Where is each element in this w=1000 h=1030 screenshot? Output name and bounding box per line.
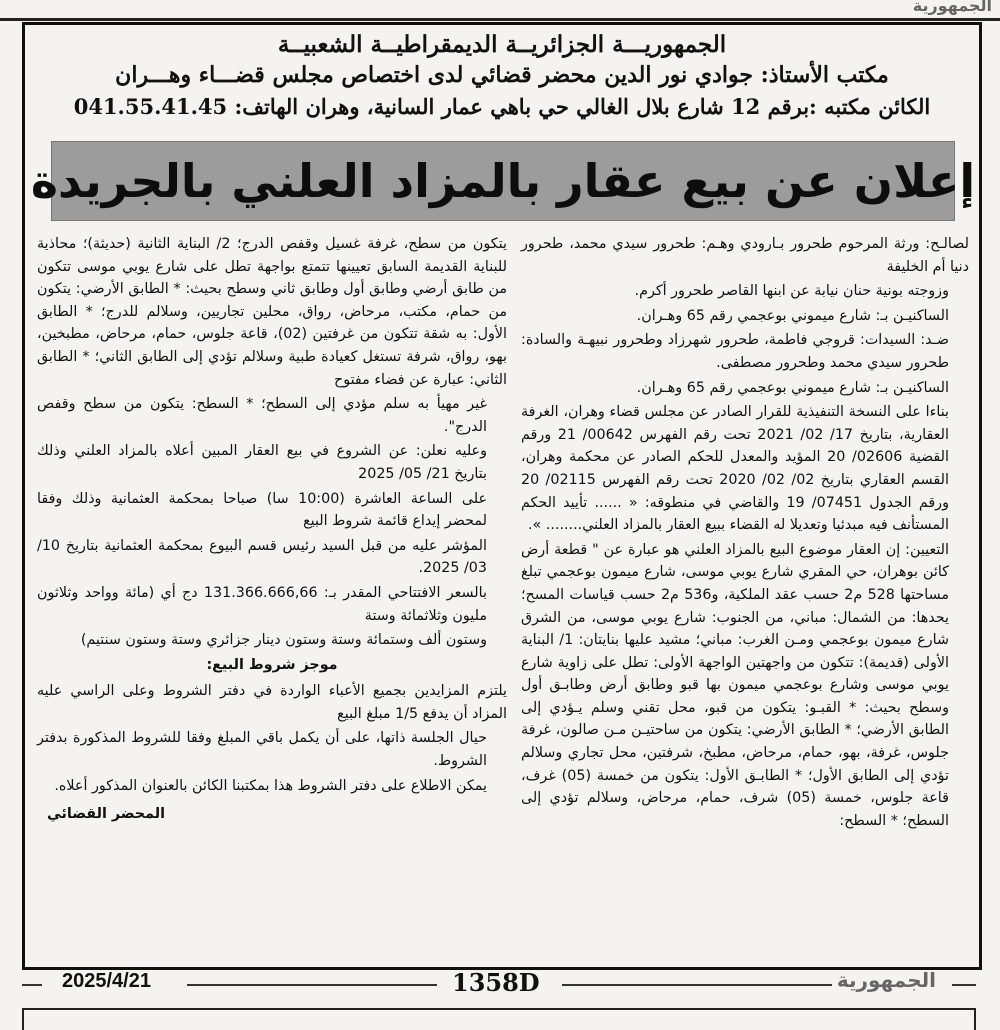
paragraph: الساكنيـن بـ: شارع ميموني بوعجمي رقم 65 وهـران. xyxy=(636,307,949,324)
next-article-border xyxy=(22,1008,976,1030)
paragraph: وستون ألف وستمائة وستة وستون دينار جزائري وستة وستون سنتيم) xyxy=(80,632,487,649)
paragraph: المؤشر عليه من قبل السيد رئيس قسم البيوع بمحكمة العثمانية بتاريخ 10/ 03/ 2025. xyxy=(37,537,487,577)
paragraph: وعليه نعلن: عن الشروع في بيع العقار المبين أعلاه بالمزاد العلني وذلك بتاريخ 21/ 05/ 2025 xyxy=(37,443,487,482)
signature: المحضر القضائي xyxy=(47,806,165,823)
footer-brand: الجمهورية xyxy=(836,968,936,992)
paragraph: الساكنيـن بـ: شارع ميموني بوعجمي رقم 65 وهـران. xyxy=(636,379,949,396)
paragraph: على الساعة العاشرة (10:00 سا) صباحا بمحكمة العثمانية وذلك وفقا لمحضر إيداع قائمة شروط البيع xyxy=(37,490,488,530)
paragraph: غير مهيأ به سلم مؤدي إلى السطح؛ * السطح: يتكون من سطح وقفص الدرج". xyxy=(37,396,487,435)
paragraph: يتكون من سطح، غرفة غسيل وقفص الدرج؛ 2/ البناية الثانية (حديثة)؛ محاذية للبناية القديمة السابق تعيينها تتمتع بواجهة تطل على شارع يوبي موسى تتكون من طابق أرضي وطابق أول وطابق ثاني وسطح بحيث: * الطابق الأرضي: يتكون من حمام، مكتب، مرحاض، رواق، محلين تجاريين، وسلالم للدرج؛ * الطابق الأول: به شقة تتكون من غرفتين (02)، قاعة جلوس، حمام، مرحاض، مطبخين، بهو، رواق، شرفة تستغل كعيادة طبية وسلالم تؤدي إلى الطابق الثاني؛ * الطابق الثاني: عبارة عن فضاء مفتوح xyxy=(37,236,507,388)
right-column xyxy=(521,233,969,834)
announcement-banner xyxy=(30,141,976,221)
paragraph: ضـد: السيدات: قروجي فاطمة، طحرور شهرزاد وطحرور نبيهـة والسادة: طحرور سيدي محمد وطحرور مصطفى. xyxy=(521,332,949,371)
paragraph: التعيين: إن العقار موضوع البيع بالمزاد العلني هو عبارة عن " قطعة أرض كائن بوهران، حي المقري شارع يوبي موسى، شارع ميمون بوعجمي تبلغ مساحتها 528 م2 حسب عقد الملكية، و536 م2 حسب قياسات المسح؛ يحدها: من الشمال: مباني، من الجنوب: شارع يوبي موسى، من الشرق شارع ميمون بوعجمي ومـن الغرب: مباني؛ مشيد عليها بنايتان: 1/ البناية الأولى (قديمة): تتكون من واجهتين الواجهة الأولى: تطل على زاوية شارع يوبي موسى وشارع بوعجمي ميمون بها قبو وطابق أرض وطابـق أول وسطح بحيث: * القبـو: يتكون من قبو، محل تقني وسلم يـؤدي إلى الطابق الأرضي؛ * الطابق الأرضي: يتكون من ساحتيـن مـن صالون، غرفة جلوس، غرفة، بهو، حمام، مرحاض، مطبخ، شرفتين، محل تجاري وسلالم تؤدي إلى الطابق الأول؛ * الطابـق الأول: يتكون من خمسة (05) غرف، قاعة جلوس، خمسة (05) شرف، حمام، مرحاض، وسلالم تؤدي إلى السطح؛ * السطح: xyxy=(521,541,950,829)
announcement-frame xyxy=(22,22,982,970)
footer-rule xyxy=(562,984,832,986)
page-footer xyxy=(22,968,976,1002)
office-title: مكتب الأستاذ: جوادي نور الدين محضر قضائي لدى اختصاص مجلس قضـــاء وهـــران xyxy=(115,62,889,88)
footer-rule xyxy=(22,984,42,986)
office-address: الكائن مكتبه :برقم 12 شارع بلال الغالي حي باهي عمار السانية، وهران الهاتف: 041.55.41.45 xyxy=(73,94,931,119)
page-number: 1358D xyxy=(452,968,540,997)
paragraph: حيال الجلسة ذاتها، على أن يكمل باقي المبلغ وفقا للشروط المذكورة بدفتر الشروط. xyxy=(37,730,487,770)
republic-title: الجمهوريـــة الجزائريــة الديمقراطيــة الشعبيــة xyxy=(277,31,727,58)
announcement-header xyxy=(25,29,979,122)
paragraph: لصالـح: ورثة المرحوم طحرور بـارودي وهـم: طحرور سيدي محمد، طحرور دنيا أم الخليفة xyxy=(521,236,969,275)
paragraph: وزوجته بونية حنان نيابة عن ابنها القاصر طحرور أكرم. xyxy=(634,283,949,300)
banner-title: إعلان عن بيع عقار بالمزاد العلني بالجريدة xyxy=(30,154,976,208)
conditions-subtitle: موجز شروط البيع: xyxy=(206,656,338,673)
top-strip xyxy=(0,0,1000,21)
paragraph: بالسعر الافتتاحي المقدر بـ: 131.366.666,66 دج أي (مائة وواحد وثلاثون مليون وثلاثمائة وستة xyxy=(37,584,487,624)
newspaper-logo: الجمهورية xyxy=(912,0,992,15)
paragraph: يلتزم المزايدين بجميع الأعباء الواردة في دفتر الشروط وعلى الراسي عليه المزاد أن يدفع 1/5 مبلغ البيع xyxy=(37,683,507,722)
paragraph: يمكن الاطلاع على دفتر الشروط هذا بمكتبنا الكائن بالعنوان المذكور أعلاه. xyxy=(54,777,487,794)
paragraph: بناءا على النسخة التنفيذية للقرار الصادر عن مجلس قضاء وهران، الغرفة العقارية، بتاريخ 17/ 02/ 2021 تحت رقم الفهرس 00642/ 21 ورقم القضية 02606/ 20 المؤيد والمعدل للحكم الصادر عن محكمة وهران، القسم العقاري بتاريخ 02/ 02/ 2020 تحت رقم الفهرس 02115/ 20 ورقم الجدول 07451/ 19 والقاضي في منطوقه: « ...... تأييد الحكم المستأنف فيه مبدئيا وتعديلا له القضاء ببيع العقار بالمزاد العلني........ ». xyxy=(521,404,949,534)
left-column xyxy=(37,233,507,828)
issue-date: 2025/4/21 xyxy=(62,970,151,992)
footer-rule xyxy=(187,984,437,986)
footer-rule xyxy=(952,984,976,986)
